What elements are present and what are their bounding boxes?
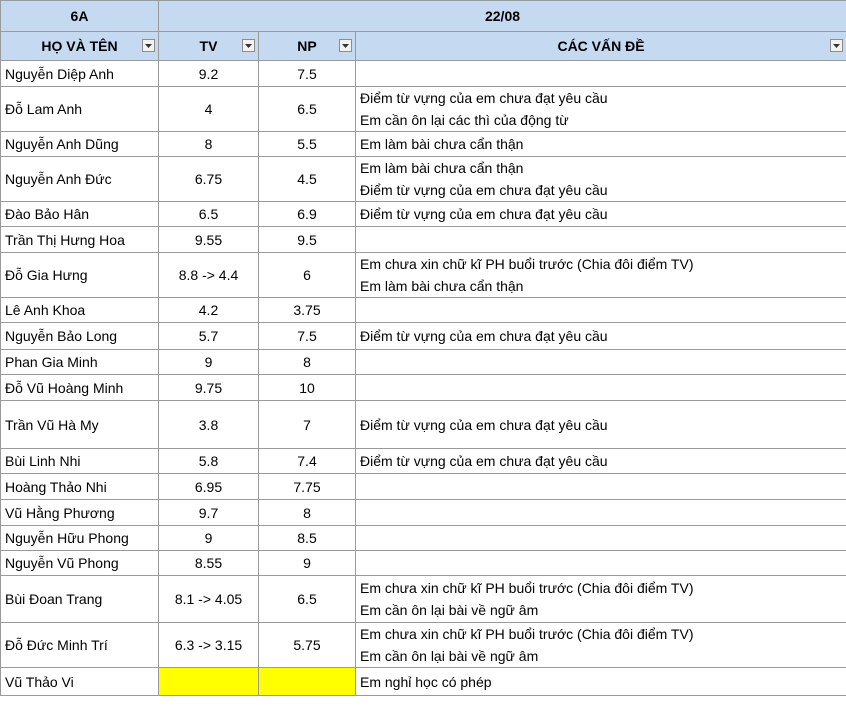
issues-cell[interactable] xyxy=(356,668,846,696)
table-row xyxy=(1,323,846,350)
student-name-cell[interactable]: Nguyễn Hữu Phong xyxy=(1,526,159,551)
table-row xyxy=(1,132,846,157)
issue-line: Điểm từ vựng của em chưa đạt yêu cầu xyxy=(360,328,608,344)
date-label[interactable]: 22/08 xyxy=(159,1,846,32)
tv-score-cell[interactable]: 9.75 xyxy=(159,375,259,401)
tv-score-cell[interactable]: 8.1 -> 4.05 xyxy=(159,576,259,623)
tv-score-cell[interactable]: 5.7 xyxy=(159,323,259,350)
student-name-cell[interactable]: Trần Thị Hưng Hoa xyxy=(1,227,159,253)
np-score-cell[interactable]: 8.5 xyxy=(259,526,356,551)
col-header-tv[interactable] xyxy=(159,32,259,61)
tv-score-cell[interactable]: 9.7 xyxy=(159,500,259,526)
issue-line: Điểm từ vựng của em chưa đạt yêu cầu xyxy=(360,206,608,222)
issues-cell[interactable] xyxy=(356,202,846,227)
issue-line: Em làm bài chưa cẩn thận xyxy=(360,160,524,176)
issue-line: Em cần ôn lại bài về ngữ âm xyxy=(360,648,539,664)
issues-cell[interactable] xyxy=(356,132,846,157)
tv-score-cell[interactable]: 6.5 xyxy=(159,202,259,227)
np-score-cell[interactable]: 7.75 xyxy=(259,474,356,500)
tv-score-cell[interactable]: 6.75 xyxy=(159,157,259,202)
table-row xyxy=(1,449,846,474)
issues-cell[interactable] xyxy=(356,526,846,551)
filter-dropdown-icon[interactable] xyxy=(142,39,155,52)
column-header-row xyxy=(1,32,846,61)
table-row xyxy=(1,576,846,623)
table-row xyxy=(1,623,846,668)
tv-score-cell[interactable]: 8 xyxy=(159,132,259,157)
filter-dropdown-icon[interactable] xyxy=(242,39,255,52)
tv-score-cell[interactable]: 6.3 -> 3.15 xyxy=(159,623,259,668)
student-name-cell[interactable]: Hoàng Thảo Nhi xyxy=(1,474,159,500)
student-name-cell[interactable]: Nguyễn Anh Đức xyxy=(1,157,159,202)
np-score-cell[interactable]: 7.5 xyxy=(259,61,356,87)
issues-cell[interactable] xyxy=(356,576,846,623)
issue-line: Em chưa xin chữ kĩ PH buổi trước (Chia đôi điểm TV) xyxy=(360,580,694,596)
table-row xyxy=(1,253,846,298)
table-row xyxy=(1,202,846,227)
student-name-cell[interactable]: Đỗ Lam Anh xyxy=(1,87,159,132)
table-row xyxy=(1,227,846,253)
student-name-cell[interactable]: Trần Vũ Hà My xyxy=(1,401,159,449)
student-name-cell[interactable]: Lê Anh Khoa xyxy=(1,298,159,323)
student-name-cell[interactable]: Nguyễn Bảo Long xyxy=(1,323,159,350)
issues-cell[interactable] xyxy=(356,323,846,350)
student-name-cell[interactable]: Nguyễn Vũ Phong xyxy=(1,551,159,576)
issues-cell[interactable] xyxy=(356,500,846,526)
issues-cell[interactable] xyxy=(356,157,846,202)
student-name-cell[interactable]: Phan Gia Minh xyxy=(1,350,159,375)
issues-cell[interactable] xyxy=(356,227,846,253)
student-name-cell[interactable]: Bùi Đoan Trang xyxy=(1,576,159,623)
col-header-np-label: NP xyxy=(297,38,317,54)
col-header-np[interactable] xyxy=(259,32,356,61)
table-row xyxy=(1,474,846,500)
issue-line: Em cần ôn lại bài về ngữ âm xyxy=(360,602,539,618)
tv-score-cell[interactable]: 8.8 -> 4.4 xyxy=(159,253,259,298)
np-score-cell[interactable]: 6.5 xyxy=(259,87,356,132)
student-name-cell[interactable]: Bùi Linh Nhi xyxy=(1,449,159,474)
np-score-cell[interactable]: 7.5 xyxy=(259,323,356,350)
student-name-cell[interactable]: Đào Bảo Hân xyxy=(1,202,159,227)
tv-score-cell[interactable]: 5.8 xyxy=(159,449,259,474)
np-score-cell[interactable]: 5.5 xyxy=(259,132,356,157)
student-rows xyxy=(1,61,846,696)
student-name-cell[interactable]: Đỗ Đức Minh Trí xyxy=(1,623,159,668)
col-header-name-label: HỌ VÀ TÊN xyxy=(41,38,118,54)
np-score-cell[interactable]: 9.5 xyxy=(259,227,356,253)
np-score-cell[interactable]: 6.9 xyxy=(259,202,356,227)
table-row xyxy=(1,551,846,576)
np-score-cell[interactable]: 3.75 xyxy=(259,298,356,323)
col-header-issues[interactable] xyxy=(356,32,846,61)
student-name-cell[interactable]: Vũ Hằng Phương xyxy=(1,500,159,526)
class-label[interactable]: 6A xyxy=(1,1,159,32)
tv-score-cell[interactable]: 3.8 xyxy=(159,401,259,449)
issue-line: Em làm bài chưa cẩn thận xyxy=(360,278,524,294)
student-name-cell[interactable]: Vũ Thảo Vi xyxy=(1,668,159,696)
issue-line: Em nghỉ học có phép xyxy=(360,673,492,690)
table-row xyxy=(1,61,846,87)
tv-score-cell[interactable]: 9 xyxy=(159,350,259,375)
np-score-cell[interactable]: 8 xyxy=(259,350,356,375)
tv-score-cell[interactable]: 4 xyxy=(159,87,259,132)
np-score-cell[interactable]: 6 xyxy=(259,253,356,298)
title-row xyxy=(1,1,846,32)
table-row xyxy=(1,157,846,202)
issues-cell[interactable] xyxy=(356,298,846,323)
col-header-tv-label: TV xyxy=(199,38,218,54)
col-header-issues-label: CÁC VẤN ĐỀ xyxy=(557,38,645,54)
table-row xyxy=(1,350,846,375)
issue-line: Em chưa xin chữ kĩ PH buổi trước (Chia đôi điểm TV) xyxy=(360,626,694,642)
issues-cell[interactable] xyxy=(356,551,846,576)
tv-score-cell[interactable]: 9 xyxy=(159,526,259,551)
table-row xyxy=(1,526,846,551)
student-name-cell[interactable]: Đỗ Gia Hưng xyxy=(1,253,159,298)
np-score-cell[interactable]: 6.5 xyxy=(259,576,356,623)
table-row xyxy=(1,87,846,132)
np-score-cell[interactable] xyxy=(259,668,356,696)
issue-line: Điểm từ vựng của em chưa đạt yêu cầu xyxy=(360,90,608,106)
issues-cell[interactable] xyxy=(356,375,846,401)
student-name-cell[interactable]: Nguyễn Diệp Anh xyxy=(1,61,159,87)
table-row xyxy=(1,500,846,526)
np-score-cell[interactable]: 10 xyxy=(259,375,356,401)
np-score-cell[interactable]: 5.75 xyxy=(259,623,356,668)
tv-score-cell[interactable]: 9.2 xyxy=(159,61,259,87)
np-score-cell[interactable]: 8 xyxy=(259,500,356,526)
issues-cell[interactable] xyxy=(356,253,846,298)
np-score-cell[interactable]: 4.5 xyxy=(259,157,356,202)
np-score-cell[interactable]: 9 xyxy=(259,551,356,576)
table-row xyxy=(1,298,846,323)
tv-score-cell[interactable]: 9.55 xyxy=(159,227,259,253)
col-header-name[interactable] xyxy=(1,32,159,61)
issues-cell[interactable] xyxy=(356,401,846,449)
tv-score-cell[interactable] xyxy=(159,668,259,696)
tv-score-cell[interactable]: 6.95 xyxy=(159,474,259,500)
issue-line: Em làm bài chưa cẩn thận xyxy=(360,136,524,152)
table-row xyxy=(1,375,846,401)
issues-cell[interactable] xyxy=(356,87,846,132)
issue-line: Điểm từ vựng của em chưa đạt yêu cầu xyxy=(360,182,608,198)
student-name-cell[interactable]: Nguyễn Anh Dũng xyxy=(1,132,159,157)
issue-line: Điểm từ vựng của em chưa đạt yêu cầu xyxy=(360,416,608,433)
np-score-cell[interactable]: 7.4 xyxy=(259,449,356,474)
issues-cell[interactable] xyxy=(356,61,846,87)
tv-score-cell[interactable]: 4.2 xyxy=(159,298,259,323)
issue-line: Em cần ôn lại các thì của động từ xyxy=(360,112,569,128)
np-score-cell[interactable]: 7 xyxy=(259,401,356,449)
filter-dropdown-icon[interactable] xyxy=(830,39,843,52)
issue-line: Điểm từ vựng của em chưa đạt yêu cầu xyxy=(360,453,608,469)
student-name-cell[interactable]: Đỗ Vũ Hoàng Minh xyxy=(1,375,159,401)
table-row xyxy=(1,668,846,696)
table-row xyxy=(1,401,846,449)
filter-dropdown-icon[interactable] xyxy=(339,39,352,52)
issues-cell[interactable] xyxy=(356,623,846,668)
issue-line: Em chưa xin chữ kĩ PH buổi trước (Chia đôi điểm TV) xyxy=(360,256,694,272)
tv-score-cell[interactable]: 8.55 xyxy=(159,551,259,576)
issues-cell[interactable] xyxy=(356,449,846,474)
issues-cell[interactable] xyxy=(356,350,846,375)
issues-cell[interactable] xyxy=(356,474,846,500)
